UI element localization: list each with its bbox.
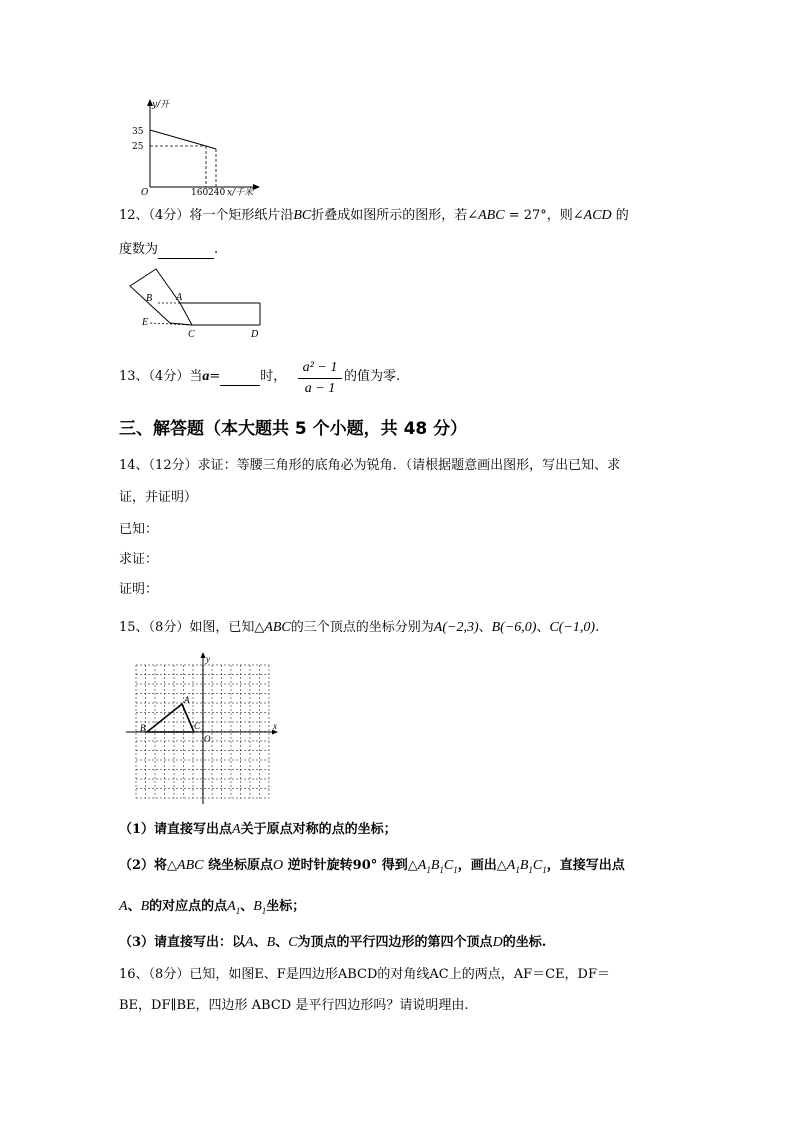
y-axis-label: y/升 xyxy=(152,100,170,110)
answer-blank[interactable] xyxy=(220,371,260,386)
axis-x-label: x xyxy=(273,721,277,731)
q14-line2: 证，并证明） xyxy=(119,490,198,505)
y-tick-25: 25 xyxy=(132,142,144,152)
axis-y-label: y xyxy=(206,654,210,664)
folded-rectangle-figure xyxy=(128,265,268,341)
point-c-label: C xyxy=(194,721,201,731)
origin-label: O xyxy=(141,188,149,197)
x-tick-240: 240 xyxy=(208,188,226,197)
coordinate-grid-figure xyxy=(126,652,286,804)
q15-sub3: （3）请直接写出：以A、B、C为顶点的平行四边形的第四个顶点D的坐标. xyxy=(119,935,547,950)
answer-blank[interactable] xyxy=(158,244,214,259)
label-c: C xyxy=(188,329,195,340)
q13-line: 13、（4分）当a= 时， xyxy=(119,369,287,384)
label-d: D xyxy=(251,329,259,340)
q12-line2: 度数为 . xyxy=(119,242,219,257)
q14-known: 已知： xyxy=(119,522,159,537)
point-a-label: A xyxy=(184,695,190,705)
origin-label: O xyxy=(204,734,211,744)
point-b-label: B xyxy=(140,723,146,733)
q16-line1: 16、（8分）已知，如图E、F是四边形ABCD的对角线AC上的两点，AF＝CE，DF＝ xyxy=(119,967,610,982)
q13-suffix: 的值为零. xyxy=(344,369,401,384)
q15-line1: 15、（8分）如图，已知△ABC的三个顶点的坐标分别为A(−2,3)、B(−6,0)、C(−1,0). xyxy=(119,620,600,635)
label-b: B xyxy=(146,293,153,304)
q15-sub2-line2: A、B的对应点的点$A_1$、$B_1$坐标； xyxy=(119,899,306,916)
x-axis-label: x/千米 xyxy=(227,188,254,197)
triangle-a1b1c1-2: $A_1B_1C_1$ xyxy=(506,858,547,875)
triangle-a1b1c1: $A_1B_1C_1$ xyxy=(417,858,458,875)
y-tick-35: 35 xyxy=(132,127,144,137)
q14-prove: 求证： xyxy=(119,552,159,567)
label-a: A xyxy=(176,292,183,303)
q14-line1: 14、（12分）求证：等腰三角形的底角必为锐角．（请根据题意画出图形，写出已知、求 xyxy=(119,458,621,473)
label-e: E xyxy=(142,317,149,328)
fraction-expression: $\frac{\text{a² − 1}}{a - 1}$ xyxy=(298,360,342,397)
q14-proof: 证明： xyxy=(119,582,159,597)
x-tick-160: 160 xyxy=(191,188,209,197)
q16-line2: BE，DF∥BE，四边形 ABCD 是平行四边形吗？请说明理由. xyxy=(119,998,469,1013)
q12-line1: 12、（4分）将一个矩形纸片沿BC折叠成如图所示的图形，若∠ABC = 27°，则∠ACD 的 xyxy=(119,208,629,223)
section-heading: 三、解答题（本大题共 5 个小题，共 48 分） xyxy=(119,419,468,439)
q15-sub1: （1）请直接写出点A关于原点对称的点的坐标； xyxy=(119,822,397,837)
q15-sub2-line1: （2）将△ABC 绕坐标原点O 逆时针旋转90° 得到$\triangle A_1B_1C_1$，画出$\triangle A_1B_1C_1$，直接写出点 xyxy=(119,858,625,875)
fuel-distance-graph xyxy=(128,97,268,197)
